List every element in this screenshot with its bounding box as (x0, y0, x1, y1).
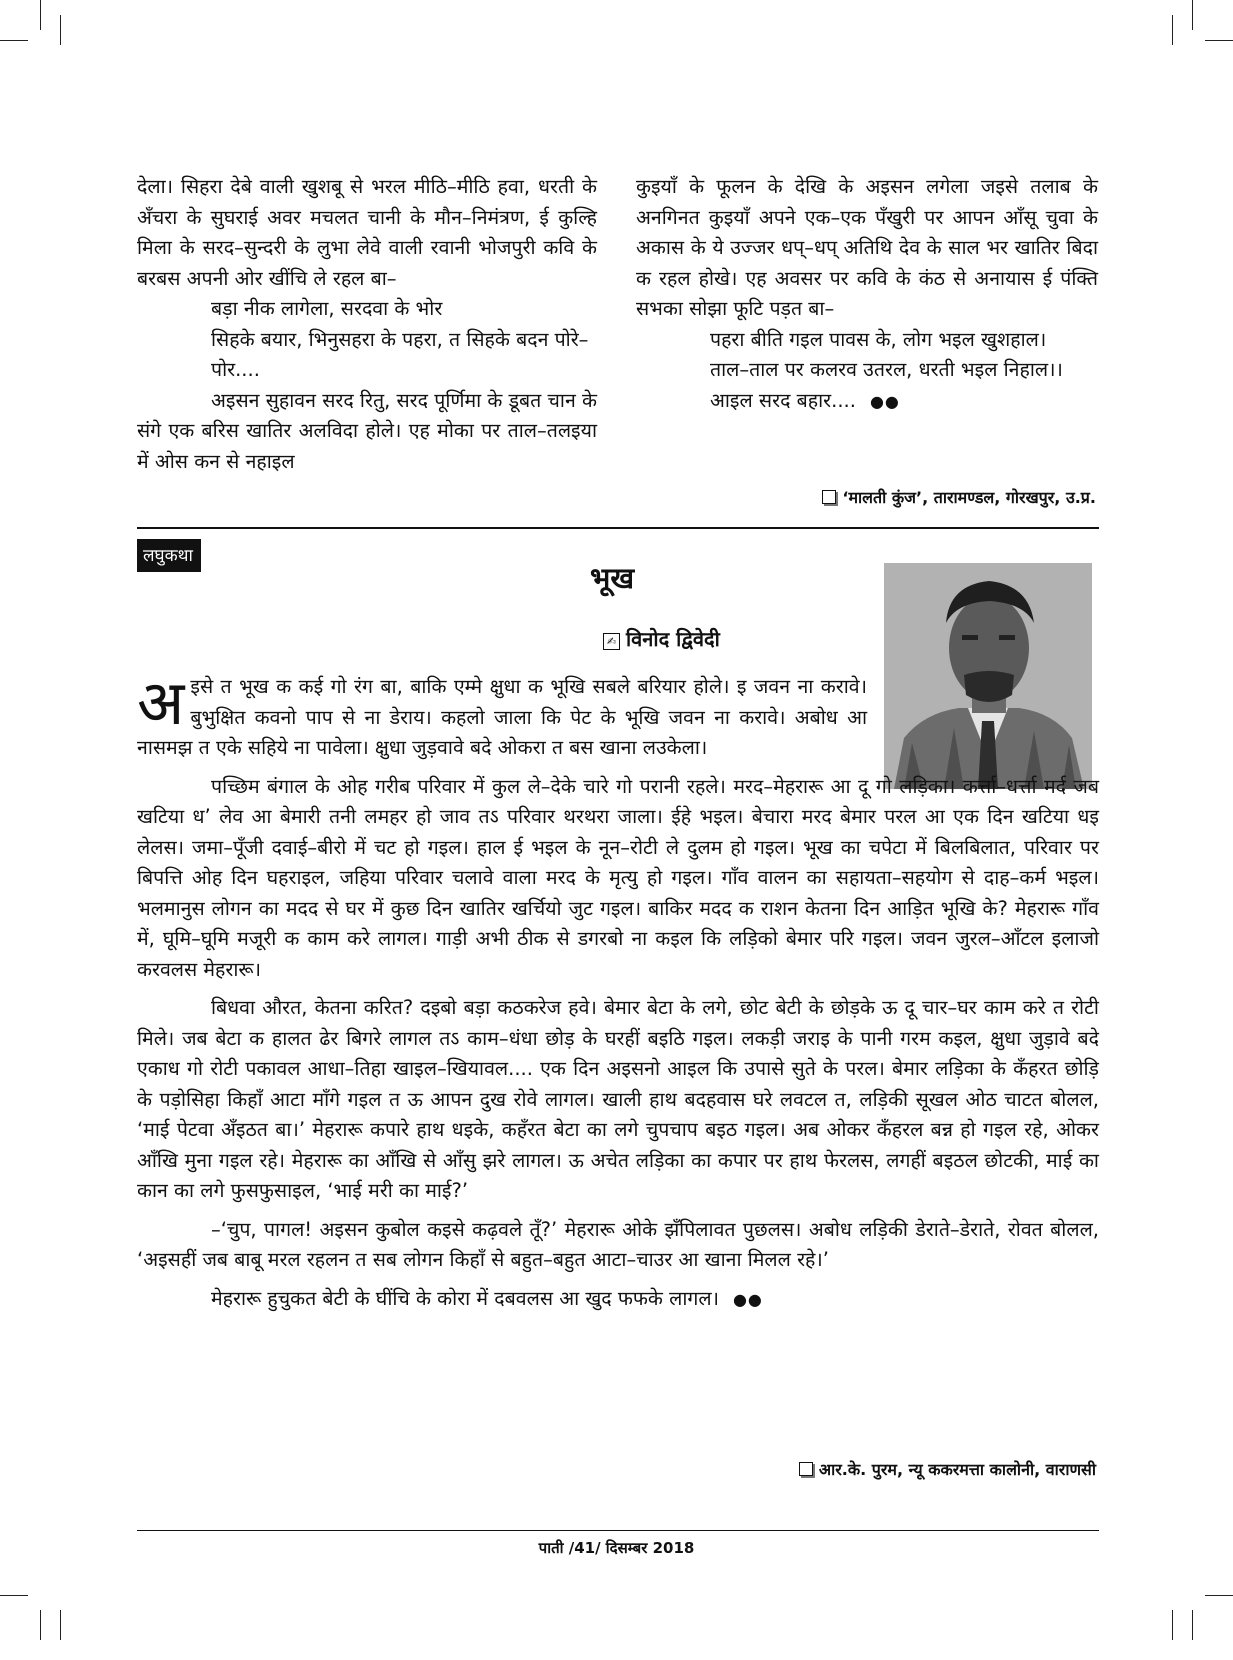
crop-mark (1205, 1595, 1233, 1596)
poem-line: सिहके बयार, भिनुसहरा के पहरा, त सिहके बदन पोरे–पोर.... (211, 327, 589, 381)
story-body (137, 666, 1099, 1323)
story-paragraph (137, 666, 867, 764)
crop-mark (40, 0, 41, 30)
crop-mark (1172, 1610, 1173, 1640)
poem-line: बड़ा नीक लागेला, सरदवा के भोर (211, 297, 443, 320)
address-text: ‘मालती कुंज’, तारामण्डल, गोरखपुर, उ.प्र. (842, 488, 1096, 507)
footer-divider (137, 1530, 1099, 1531)
end-mark: ●● (732, 1289, 763, 1309)
author-name: विनोद द्विवेदी (626, 627, 720, 651)
crop-mark (60, 15, 61, 45)
paragraph: देला। सिहरा देबे वाली खुशबू से भरल मीठि–मीठि हवा, धरती के अँचरा के सुघराई अवर मचलत चानी के मौन–निमंत्रण, ई कुल्हि मिला के सरद–सुन्दरी के लुभा लेवे वाली रवानी भोजपुरी कवि के बरबस अपनी ओर खींचि ले रहल बा– (137, 175, 597, 290)
crop-mark (40, 1610, 41, 1640)
pen-icon: ✍ (603, 633, 620, 650)
poem-line: पहरा बीति गइल पावस के, लोग भइल खुशहाल। (710, 327, 1047, 351)
author-address (822, 486, 1096, 508)
story-author (603, 625, 720, 652)
paragraph-text: मेहरारू हुचुकत बेटी के घींचि के कोरा में दबवलस आ खुद फफके लागल। (211, 1286, 719, 1310)
poem-line (636, 355, 1098, 417)
story-author-address (799, 1458, 1096, 1480)
paragraph: अइसन सुहावन सरद रितु, सरद पूर्णिमा के डूबत चान के संगे एक बरिस खातिर अलविदा होले। एह मोका पर ताल–तलइया में ओस कन से नहाइल (137, 388, 597, 473)
story-paragraph (137, 1284, 1099, 1316)
crop-mark (1192, 0, 1193, 30)
crop-mark (60, 1610, 61, 1640)
left-column (137, 172, 597, 477)
story-paragraph: बिधवा औरत, केतना करित? दइबो बड़ा कठकरेज हवे। बेमार बेटा के लगे, छोट बेटी के छोड़के ऊ दू चार–घर काम करे त रोटी मिले। जब बेटा क हालत ढेर बिगरे लागल तऽ काम–धंधा छोड़ के घरहीं बइठि गइल। लकड़ी जराइ के पानी गरम कइल, क्षुधा जुड़ावे बदे एकाध गो रोटी पकावल आधा–तिहा खाइल–खियावल.... एक दिन अइसनो आइल कि उपासे सुते के परल। बेमार लड़िका के कँहरत छोड़ि के पड़ोसिहा किहाँ आटा माँगे गइल त ऊ आपन दुख रोवे लागल। खाली हाथ बदहवास घरे लवटल त, लड़िकी सूखल ओठ चाटत बोलल, ‘माई पेटवा अँइठत बा।’ मेहरारू कपारे हाथ धइके, कहँरत बेटा का लगे चुपचाप बइठ गइल। अब ओकर कँहरल बन्न हो गइल रहे, ओकर आँखि मुना गइल रहे। मेहरारू का आँखि से आँसु झरे लागल। ऊ अचेत लड़िका का कपार पर हाथ फेरलस, लगहीं बइठल छोटकी, माई का कान का लगे फुसफुसाइल, ‘भाई मरी का माई?’ (137, 996, 1099, 1202)
story-paragraph: –‘चुप, पागल! अइसन कुबोल कइसे कढ़वले तूँ?’ मेहरारू ओके झँपिलावत पुछलस। अबोध लड़िकी डेराते–डेराते, रोवत बोलल, ‘अइसहीं जब बाबू मरल रहलन त सब लोगन किहाँ से बहुत–बहुत आटा–चाउर आ खाना मिलल रहे।’ (137, 1217, 1099, 1271)
section-divider (137, 527, 1099, 529)
dropcap: अ (137, 666, 185, 739)
checkbox-icon (799, 1462, 813, 1476)
story-title: भूख (590, 561, 635, 595)
paragraph: कुइयाँ के फूलन के देखि के अइसन लगेला जइसे तलाब के अनगिनत कुइयाँ अपने एक–एक पँखुरी पर आपन आँसू चुवा के अकास के ये उज्जर धप्–धप् अतिथि देव के साल भर खातिर बिदा क रहल होखे। एह अवसर पर कवि के कंठ से अनायास ई पंक्ति सभका सोझा फूटि पड़त बा– (636, 175, 1098, 320)
paragraph-text: इसे त भूख क कई गो रंग बा, बाकि एम्मे क्षुधा क भूखि सबले बरियार होले। इ जवन ना करावे। बुभुक्षित कवनो पाप से ना डेराय। कहलो जाला कि पेट के भूखि जवन ना करावे। अबोध आ नासमझ त एके सहिये ना पावेला। क्षुधा जुड़वावे बदे ओकरा त बस खाना लउकेला। (137, 675, 867, 759)
crop-mark (1172, 15, 1173, 45)
crop-mark (0, 1595, 28, 1596)
end-mark: ●● (869, 391, 900, 411)
section-tag: लघुकथा (137, 539, 201, 572)
story-paragraph: पच्छिम बंगाल के ओह गरीब परिवार में कुल ले–देके चारे गो परानी रहले। मरद–मेहरारू आ दू गो लड़िका। कर्त्ता–धर्त्ता मर्द जब खटिया ध’ लेव आ बेमारी तनी लमहर हो जाव तऽ परिवार थरथरा जाला। ईहे भइल। बेचारा मरद बेमार परल आ एक दिन खटिया धइ लेलस। जमा–पूँजी दवाई–बीरो में चट हो गइल। हाल ई भइल के नून–रोटी ले दुलम हो गइल। भूख का चपेटा में बिलबिलात, परिवार पर बिपत्ति ओह दिन घहराइल, जहिया परिवार चलावे वाला मरद के मृत्यु हो गइल। गाँव वालन का सहायता–सहयोग से दाह–कर्म भइल। भलमानुस लोगन का मदद से घर में कुछ दिन खातिर खर्चियो जुट गइल। बाकिर मदद क राशन केतना दिन आड़ित भूखि के? मेहरारू गाँव में, घूमि–घूमि मजूरी क काम करे लागल। गाड़ी अभी ठीक से डगरबो ना कइल कि लड़िको बेमार परि गइल। जवन जुरल–आँटल इलाजो करवलस मेहरारू। (137, 774, 1099, 981)
crop-mark (1192, 1610, 1193, 1640)
right-column (636, 172, 1098, 417)
address-text: आर.के. पुरम, न्यू ककरमत्ता कालोनी, वाराणसी (818, 1460, 1096, 1479)
crop-mark (1205, 40, 1233, 41)
crop-mark (0, 40, 28, 41)
checkbox-icon (822, 490, 836, 504)
page-footer: पाती /41/ दिसम्बर 2018 (538, 1539, 695, 1557)
poem-text: ताल–ताल पर कलरव उतरल, धरती भइल निहाल।। आइल सरद बहार.... (710, 358, 1063, 412)
